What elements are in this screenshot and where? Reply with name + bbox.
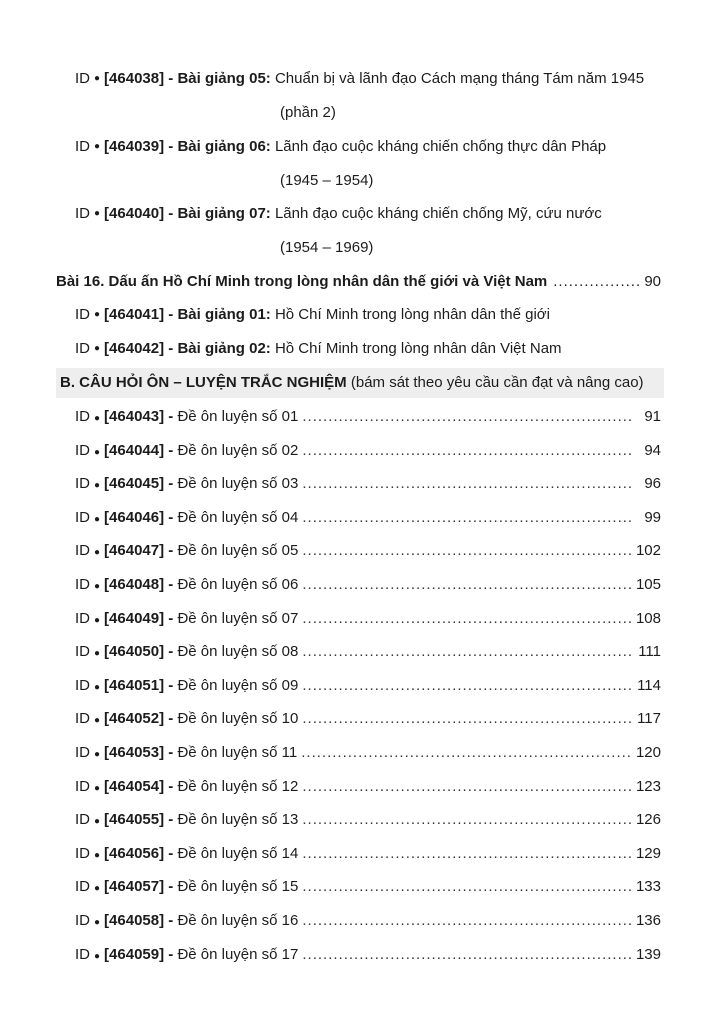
id-prefix: ID <box>75 643 90 661</box>
practice-item[interactable]: ID ● [464053] - Đề ôn luyện số 11 ..... 120 <box>0 742 721 764</box>
practice-label: Đề ôn luyện số 17 <box>177 945 299 963</box>
lecture-text: Lãnh đạo cuộc kháng chiến chống Mỹ, cứu nước <box>274 205 602 222</box>
lecture-text: Hồ Chí Minh trong lòng nhân dân Việt Nam <box>274 340 562 357</box>
bullet-icon: ● <box>94 883 101 895</box>
practice-label: Đề ôn luyện số 16 <box>177 912 299 929</box>
practice-id: 464044 <box>109 441 160 459</box>
bullet-icon: ● <box>94 681 101 693</box>
leader-dots <box>302 440 633 462</box>
lecture-id: 464039 <box>109 138 160 155</box>
page-number: 114 <box>637 676 661 694</box>
section-note: (bám sát theo yêu cầu cần đạt và nâng cao) <box>350 374 644 391</box>
id-prefix: ID <box>75 576 90 593</box>
lecture-id: 464040 <box>109 205 160 222</box>
practice-item[interactable]: ID ● [464058] - Đề ôn luyện số 16 ..... 136 <box>0 910 721 932</box>
id-prefix: ID <box>75 340 90 357</box>
lecture-text: Lãnh đạo cuộc kháng chiến chống thực dân Pháp <box>274 138 607 155</box>
practice-id: 464054 <box>109 777 160 795</box>
page-number: 129 <box>635 844 661 862</box>
id-prefix: ID <box>75 878 90 896</box>
id-prefix: ID <box>75 138 90 155</box>
practice-id: 464056 <box>109 844 160 862</box>
practice-label: Đề ôn luyện số 15 <box>177 878 299 896</box>
practice-item[interactable]: ID ● [464046] - Đề ôn luyện số 04 ..... 99 <box>0 507 721 529</box>
page-number: 99 <box>644 508 661 526</box>
page-number: 105 <box>635 576 661 593</box>
practice-id: 464059 <box>109 945 160 963</box>
section-title: B. CÂU HỎI ÔN – LUYỆN TRẮC NGHIỆM <box>60 374 347 391</box>
practice-label: Đề ôn luyện số 04 <box>177 508 299 526</box>
practice-label: Đề ôn luyện số 11 <box>177 744 298 761</box>
practice-label: Đề ôn luyện số 09 <box>177 676 299 694</box>
lecture-continuation: (1945 – 1954) <box>280 172 374 189</box>
leader-dots <box>553 271 640 293</box>
practice-item[interactable]: ID ● [464048] - Đề ôn luyện số 06 ..... 105 <box>0 574 721 596</box>
leader-dots <box>302 675 633 697</box>
lecture-item[interactable]: ID ● [464041] - Bài giảng 01: Hồ Chí Minh trong lòng nhân dân thế giới <box>0 304 721 326</box>
leader-dots <box>302 809 632 831</box>
practice-id: 464058 <box>109 912 160 929</box>
id-prefix: ID <box>75 945 90 963</box>
practice-id: 464046 <box>109 508 160 526</box>
lecture-text: Hồ Chí Minh trong lòng nhân dân thế giới <box>274 306 550 323</box>
lecture-title: Bài giảng 07: <box>177 205 271 222</box>
practice-label: Đề ôn luyện số 03 <box>177 475 299 493</box>
practice-id: 464047 <box>109 542 160 560</box>
leader-dots <box>302 608 632 630</box>
bullet-icon: ● <box>94 849 101 861</box>
lecture-continuation: (1954 – 1969) <box>280 239 374 256</box>
id-prefix: ID <box>75 70 90 87</box>
id-prefix: ID <box>75 408 90 425</box>
bullet-icon: ● <box>94 581 101 592</box>
practice-item[interactable]: ID ● [464057] - Đề ôn luyện số 15 ..... 133 <box>0 876 721 898</box>
page-number: 94 <box>644 441 661 459</box>
practice-id: 464053 <box>109 744 160 761</box>
page-number: 136 <box>635 912 661 929</box>
bullet-icon: ● <box>94 480 101 492</box>
bullet-icon: ● <box>94 950 101 962</box>
practice-item[interactable]: ID ● [464054] - Đề ôn luyện số 12 ..... 123 <box>0 776 721 798</box>
practice-label: Đề ôn luyện số 02 <box>177 441 299 459</box>
bullet-icon: ● <box>94 513 101 525</box>
id-prefix: ID <box>75 676 90 694</box>
page-number: 96 <box>644 475 661 493</box>
practice-label: Đề ôn luyện số 12 <box>177 777 299 795</box>
leader-dots <box>302 910 632 932</box>
lesson-16-heading[interactable] <box>0 271 721 293</box>
practice-label: Đề ôn luyện số 05 <box>177 542 299 560</box>
id-prefix: ID <box>75 306 90 323</box>
id-prefix: ID <box>75 744 90 761</box>
bullet-icon: ● <box>94 749 101 760</box>
lecture-item[interactable]: ID ● [464038] - Bài giảng 05: Chuẩn bị và lãnh đạo Cách mạng tháng Tám năm 1945 <box>0 68 721 90</box>
practice-id: 464055 <box>109 811 160 829</box>
leader-dots <box>302 641 633 663</box>
id-prefix: ID <box>75 609 90 627</box>
bullet-icon: ● <box>94 715 101 727</box>
leader-dots <box>302 574 632 596</box>
lecture-id: 464041 <box>109 306 160 323</box>
practice-label: Đề ôn luyện số 06 <box>177 576 299 593</box>
practice-item[interactable]: ID ● [464045] - Đề ôn luyện số 03 ..... 96 <box>0 473 721 495</box>
id-prefix: ID <box>75 508 90 526</box>
practice-item[interactable]: ID ● [464051] - Đề ôn luyện số 09 ..... 114 <box>0 675 721 697</box>
page-number: 120 <box>635 744 661 761</box>
lecture-title: Bài giảng 06: <box>177 138 271 155</box>
page-number: 139 <box>635 945 661 963</box>
bullet-icon: ● <box>94 141 101 152</box>
leader-dots <box>302 843 632 865</box>
id-prefix: ID <box>75 475 90 493</box>
id-prefix: ID <box>75 710 90 728</box>
bullet-icon: ● <box>94 413 101 424</box>
page-number: 108 <box>635 609 661 627</box>
practice-id: 464051 <box>109 676 160 694</box>
page-number: 90 <box>644 273 661 290</box>
leader-dots <box>301 742 632 764</box>
practice-label: Đề ôn luyện số 14 <box>177 844 299 862</box>
lesson-title: Bài 16. Dấu ấn Hồ Chí Minh trong lòng nhân dân thế giới và Việt Nam <box>56 273 548 290</box>
lecture-title: Bài giảng 05: <box>177 70 271 87</box>
leader-dots <box>302 776 632 798</box>
id-prefix: ID <box>75 777 90 795</box>
practice-id: 464045 <box>109 475 160 493</box>
page-number: 126 <box>635 811 661 829</box>
lecture-id: 464042 <box>109 340 160 357</box>
practice-item[interactable]: ID ● [464049] - Đề ôn luyện số 07 ..... 108 <box>0 608 721 630</box>
lecture-continuation: (phần 2) <box>280 104 336 121</box>
practice-item[interactable]: ID ● [464056] - Đề ôn luyện số 14 ..... 129 <box>0 843 721 865</box>
page-number: 91 <box>644 408 661 425</box>
lecture-title: Bài giảng 01: <box>177 306 271 323</box>
practice-id: 464052 <box>109 710 160 728</box>
practice-item[interactable]: ID ● [464052] - Đề ôn luyện số 10 ..... 117 <box>0 708 721 730</box>
id-prefix: ID <box>75 441 90 459</box>
bullet-icon: ● <box>94 208 101 219</box>
bullet-icon: ● <box>94 547 101 559</box>
practice-id: 464043 <box>109 408 160 425</box>
leader-dots <box>302 473 633 495</box>
lecture-item[interactable]: ID ● [464042] - Bài giảng 02: Hồ Chí Minh trong lòng nhân dân Việt Nam <box>0 338 721 360</box>
page-number: 111 <box>638 643 661 661</box>
bullet-icon: ● <box>94 782 101 794</box>
practice-item[interactable]: ID ● [464047] - Đề ôn luyện số 05 ..... 102 <box>0 540 721 562</box>
practice-item[interactable]: ID ● [464055] - Đề ôn luyện số 13 ..... 126 <box>0 809 721 831</box>
leader-dots <box>302 406 633 428</box>
practice-id: 464048 <box>109 576 160 593</box>
leader-dots <box>302 876 632 898</box>
id-prefix: ID <box>75 542 90 560</box>
bullet-icon: ● <box>94 73 101 84</box>
practice-label: Đề ôn luyện số 10 <box>177 710 299 728</box>
leader-dots <box>302 708 633 730</box>
id-prefix: ID <box>75 205 90 222</box>
practice-item[interactable]: ID ● [464044] - Đề ôn luyện số 02 ..... 94 <box>0 440 721 462</box>
page-number: 133 <box>635 878 661 896</box>
practice-item[interactable]: ID ● [464050] - Đề ôn luyện số 08 ..... 111 <box>0 641 721 663</box>
id-prefix: ID <box>75 912 90 929</box>
practice-label: Đề ôn luyện số 08 <box>177 643 299 661</box>
practice-label: Đề ôn luyện số 13 <box>177 811 299 829</box>
bullet-icon: ● <box>94 816 101 828</box>
id-prefix: ID <box>75 844 90 862</box>
bullet-icon: ● <box>94 343 101 354</box>
bullet-icon: ● <box>94 614 101 626</box>
leader-dots <box>302 944 632 966</box>
practice-label: Đề ôn luyện số 07 <box>177 609 299 627</box>
lecture-item[interactable]: ID ● [464040] - Bài giảng 07: Lãnh đạo cuộc kháng chiến chống Mỹ, cứu nước <box>0 203 721 225</box>
practice-id: 464050 <box>109 643 160 661</box>
practice-id: 464049 <box>109 609 160 627</box>
section-b-heading <box>0 372 721 394</box>
lecture-title: Bài giảng 02: <box>177 340 271 357</box>
lecture-text: Chuẩn bị và lãnh đạo Cách mạng tháng Tám năm 1945 <box>274 70 645 87</box>
id-prefix: ID <box>75 811 90 829</box>
lecture-item[interactable]: ID ● [464039] - Bài giảng 06: Lãnh đạo cuộc kháng chiến chống thực dân Pháp <box>0 136 721 158</box>
bullet-icon: ● <box>94 446 101 458</box>
page-number: 117 <box>637 710 661 728</box>
page-number: 102 <box>635 542 661 560</box>
leader-dots <box>302 507 633 529</box>
lecture-id: 464038 <box>109 70 160 87</box>
bullet-icon: ● <box>94 309 101 320</box>
leader-dots <box>302 540 632 562</box>
practice-label: Đề ôn luyện số 01 <box>177 408 299 425</box>
practice-item[interactable]: ID ● [464059] - Đề ôn luyện số 17 ..... 139 <box>0 944 721 966</box>
bullet-icon: ● <box>94 648 101 660</box>
practice-item[interactable]: ID ● [464043] - Đề ôn luyện số 01 ..... 91 <box>0 406 721 428</box>
practice-id: 464057 <box>109 878 160 896</box>
bullet-icon: ● <box>94 917 101 928</box>
page-number: 123 <box>635 777 661 795</box>
